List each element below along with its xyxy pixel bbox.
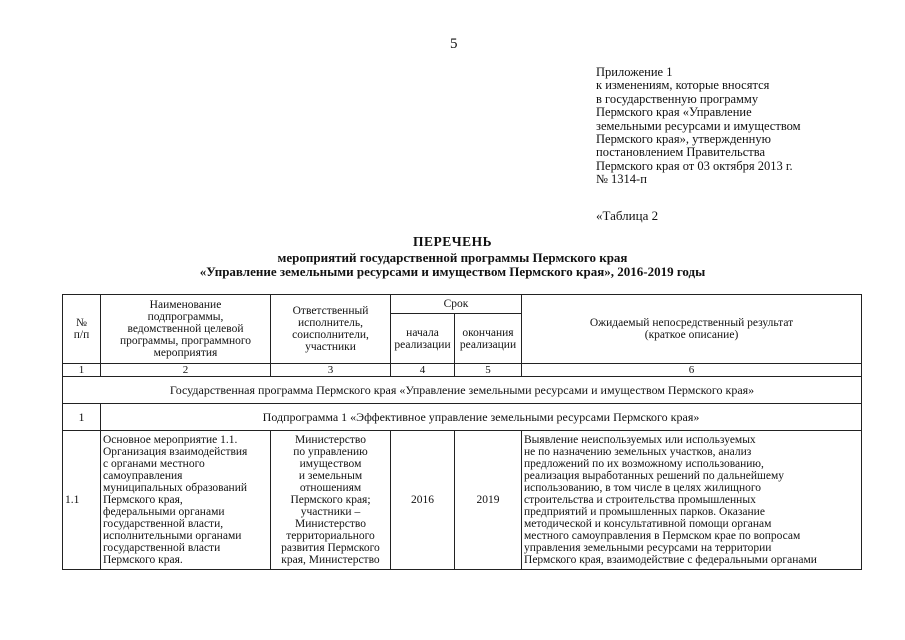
page-number: 5 <box>450 36 458 52</box>
appendix-line: в государственную программу <box>596 91 759 106</box>
row-name: Основное мероприятие 1.1. Организация взаимодействия с органами местного самоуправления муниципальных образований Пермского края, федеральными органами государственной власти, исполнительными органами государственной власти Пермского края. <box>101 431 271 570</box>
table-label: «Таблица 2 <box>596 208 659 223</box>
appendix-line: Пермского края «Управление <box>596 105 752 120</box>
row-responsible: Министерство по управлению имуществом и земельным отношениям Пермского края; участники – Министерство территориального развития Пермского края, Министерство <box>271 431 391 570</box>
subprogram-title: Подпрограмма 1 «Эффективное управление земельными ресурсами Пермского края» <box>101 404 862 431</box>
column-number: 4 <box>391 364 455 377</box>
header-term: Срок <box>391 295 522 314</box>
column-number: 1 <box>63 364 101 377</box>
header-responsible: Ответственный исполнитель, соисполнители, участники <box>271 295 391 364</box>
appendix-line: № 1314-п <box>596 172 647 187</box>
header-end: окончания реализации <box>455 314 522 364</box>
subprogram-row <box>63 404 862 431</box>
appendix-line: Пермского края», утвержденную <box>596 132 771 147</box>
header-start: начала реализации <box>391 314 455 364</box>
document-subtitle <box>0 251 905 279</box>
program-title: Государственная программа Пермского края «Управление земельными ресурсами и имуществом Пермского края» <box>63 377 862 404</box>
column-number: 6 <box>522 364 862 377</box>
header-result: Ожидаемый непосредственный результат (краткое описание) <box>522 295 862 364</box>
header-name: Наименование подпрограммы, ведомственной целевой программы, программного мероприятия <box>101 295 271 364</box>
column-number-row <box>63 364 862 377</box>
appendix-line: к изменениям, которые вносятся <box>596 78 770 93</box>
appendix-line: Приложение 1 <box>596 65 673 79</box>
row-result: Выявление неиспользуемых или используемых не по назначению земельных участков, анализ предложений по их возможному использованию, реализация выработанных решений по дальнейшему использованию, в том числе в целях жилищного строительства и строительства промышленных предприятий и промышленных парков. Оказание методической и консультативной помощи органам местного самоуправления в Пермском крае по вопросам управления земельными ресурсами на территории Пермского края, взаимодействие с федеральными органами <box>522 431 862 570</box>
appendix-line: постановлением Правительства <box>596 145 766 160</box>
activities-table <box>62 294 862 570</box>
subtitle-line-1: мероприятий государственной программы Пермского края <box>277 250 628 265</box>
appendix-line: Пермского края от 03 октября 2013 г. <box>596 158 793 173</box>
row-end: 2019 <box>455 431 522 570</box>
column-number: 2 <box>101 364 271 377</box>
subtitle-line-2: «Управление земельными ресурсами и имуществом Пермского края», 2016-2019 годы <box>199 264 706 279</box>
column-number: 5 <box>455 364 522 377</box>
column-number: 3 <box>271 364 391 377</box>
program-row <box>63 377 862 404</box>
appendix-line: земельными ресурсами и имуществом <box>596 118 801 133</box>
header-num: № п/п <box>63 295 101 364</box>
appendix-note <box>596 66 896 187</box>
row-start: 2016 <box>391 431 455 570</box>
table-header-row <box>63 295 862 314</box>
table-row <box>63 431 862 570</box>
row-num: 1.1 <box>63 431 101 570</box>
document-title: ПЕРЕЧЕНЬ <box>412 234 493 249</box>
subprogram-num: 1 <box>63 404 101 431</box>
